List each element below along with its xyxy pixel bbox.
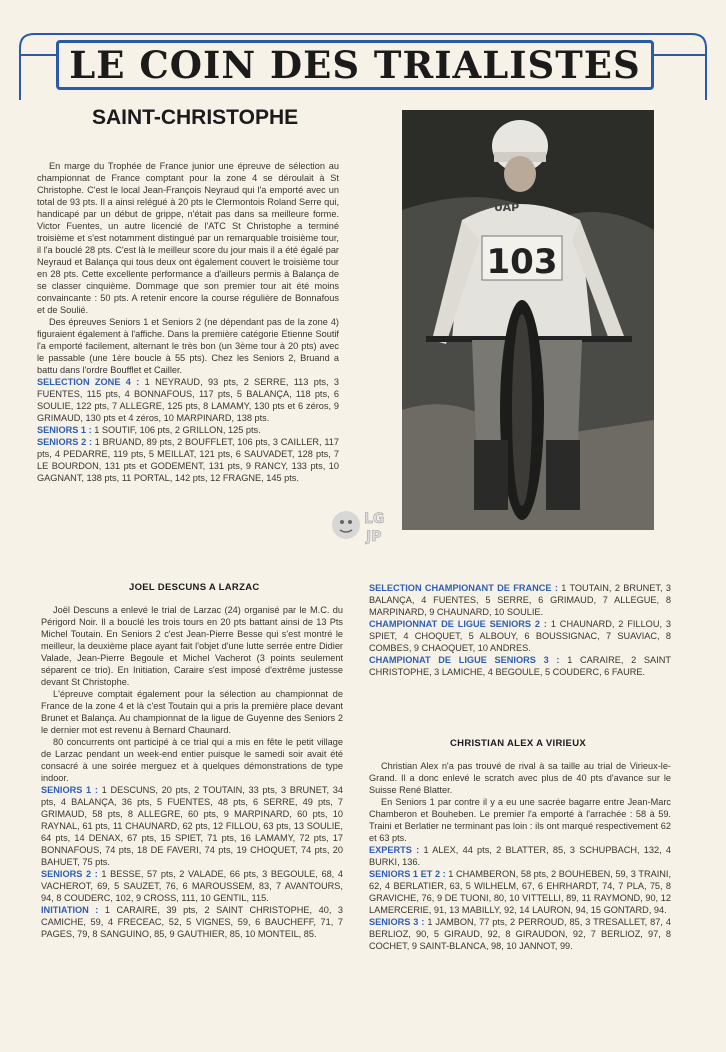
paragraph: L'épreuve comptait également pour la sélection au championnat de France de la zone 4 et là c'est Toutain qui a pris la première place devant Brunet et Balança. Au championnat de la ligue de Guyenne des Seniors 2 le dernier mot est revenu à Bernard Chaunard. bbox=[41, 689, 343, 735]
results-label: SENIORS 2 : bbox=[37, 437, 92, 447]
sponsor-logo: UAP bbox=[494, 201, 520, 214]
paragraph: Joël Descuns a enlevé le trial de Larzac (24) organisé par le M.C. du Périgord Noir. Il a bouclé les trois tours en 20 pts battant ainsi de 13 Pts Michel Toutain. En Seniors 2 c'est Jean-Pierre Besse qui s'est montré le meilleur, la deuxième place ayant fait l'objet d'une lutte serrée entre Didier Valade, Jean-Pierre Begoule et Michel Vacherot (3 points seulement séparent ce trio). En Initiation, Caraire s'est imposé d'extrême justesse devant St Christophe. bbox=[41, 605, 343, 687]
article-larzac-left bbox=[41, 604, 343, 940]
paragraph: En marge du Trophée de France junior une épreuve de sélection au championnat de France comptant pour la zone 4 se déroulait à St Christophe. C'est le local Jean-François Neyraud qui l'a emporté avec un total de 93 pts. Il a ainsi relégué à 20 pts le Clermontois Roland Serre qui, handicapé par un début de grippe, n'était pas dans sa meilleure forme. Victor Fuentes, un autre licencié de l'ATC St Christophe a terminé troisième et s'est notamment distingué par un remarquable troisième tour, il l'a bouclé 28 pts. C'est là le meilleur score du jour mais il a été égalé par Neyraud et Balança qui tous deux ont également couvert le troisième tour en 28 pts. Cette excellente performance a d'ailleurs permis à Balança de se classer cinquième. Dommage que son premier tour ait été moins convaincante : 50 pts. A retenir encore la course régulière de Bonnafous et de Soulié. bbox=[37, 161, 339, 315]
results-text: 1 BESSE, 57 pts, 2 VALADE, 66 pts, 3 BEGOULE, 68, 4 VACHEROT, 69, 5 SAUZET, 76, 6 MAROUSSEM, 83, 7 AVANTOURS, 94, 8 COUDERC, 102, 9 CROSS, 111, 10 GENTIL, 115. bbox=[41, 869, 343, 903]
results-text: 1 BRUAND, 89 pts, 2 BOUFFLET, 106 pts, 3 CAILLER, 117 pts, 4 PEDARRE, 119 pts, 5 MEILLAT, 121 pts, 6 SAUVADET, 128 pts, 7 LE BOURDON, 131 pts et GODEMENT, 131 pts, 9 RANCY, 133 pts, 10 GAGNANT, 138 pts, 11 PORTAL, 142 pts, 12 FRAGNE, 145 pts. bbox=[37, 437, 339, 483]
results-block bbox=[37, 436, 339, 484]
results-text: 1 SOUTIF, 106 pts, 2 GRILLON, 125 pts. bbox=[91, 425, 261, 435]
results-block bbox=[369, 844, 671, 868]
results-label: SENIORS 3 : bbox=[369, 917, 425, 927]
results-text: 1 CHAUNARD, 2 FILLOU, 3 SPIET, 4 CHOQUET, 5 ALBOUY, 6 BOUSSIGNAC, 7 SUAVIAC, 8 COMBES, 9 CHAOQUET, 10 ANDRES. bbox=[369, 619, 671, 653]
results-label: CHAMPIONAT DE LIGUE SENIORS 3 : bbox=[369, 655, 560, 665]
results-block bbox=[369, 916, 671, 952]
paragraph: Des épreuves Seniors 1 et Seniors 2 (ne dépendant pas de la zone 4) figuraient également à l'affiche. Dans la première catégorie Etienne Soutif l'a emporté facilement, alternant le très bon (un 3ème tour à 20 pts) avec le passable (une 1ère boucle à 55 pts). Chez les Seniors 2, Bruand a battu dans l'ordre Boufflet et Cailler. bbox=[37, 317, 339, 375]
article-larzac-right bbox=[369, 582, 671, 678]
results-text: 1 CARAIRE, 39 pts, 2 SAINT CHRISTOPHE, 40, 3 CAMICHE, 59, 4 FRECEAC, 52, 5 VIGNES, 59, 6 BAUCHEFF, 71, 7 PAGES, 79, 8 SANGUINO, 85, 9 GAUTHIER, 85, 10 MONTEIL, 85. bbox=[41, 905, 343, 939]
article-saint-christophe bbox=[37, 160, 339, 484]
results-text: 1 CARAIRE, 2 SAINT CHRISTOPHE, 3 LAMICHE, 4 BEGOULE, 5 COUDERC, 6 FAURE. bbox=[369, 655, 671, 677]
results-label: INITIATION : bbox=[41, 905, 99, 915]
results-block bbox=[41, 904, 343, 940]
results-block bbox=[41, 868, 343, 904]
rider-photo bbox=[402, 110, 654, 530]
results-block bbox=[37, 424, 339, 436]
svg-text:JP: JP bbox=[366, 529, 382, 545]
results-text: 1 TOUTAIN, 2 BRUNET, 3 BALANÇA, 4 FUENTES, 5 SERRE, 6 GRIMAUD, 7 ALLEGUE, 8 MARPINARD, 9 CHAUNARD, 10 SOULIE. bbox=[369, 583, 671, 617]
results-block bbox=[369, 582, 671, 618]
results-label: CHAMPIONNAT DE LIGUE SENIORS 2 : bbox=[369, 619, 547, 629]
results-label: SELECTION CHAMPIONANT DE FRANCE : bbox=[369, 583, 558, 593]
watermark-logo bbox=[330, 503, 396, 547]
article-title-saint-christophe: SAINT-CHRISTOPHE bbox=[92, 106, 299, 129]
article-title-larzac: JOEL DESCUNS A LARZAC bbox=[129, 582, 260, 593]
results-text: 1 ALEX, 44 pts, 2 BLATTER, 85, 3 SCHUPBACH, 132, 4 BURKI, 136. bbox=[369, 845, 672, 867]
results-block bbox=[37, 376, 339, 424]
results-block bbox=[41, 784, 343, 868]
results-label: SENIORS 1 : bbox=[41, 785, 98, 795]
rider-illustration bbox=[402, 110, 654, 530]
results-label: SENIORS 2 : bbox=[41, 869, 98, 879]
results-text: 1 DESCUNS, 20 pts, 2 TOUTAIN, 33 pts, 3 BRUNET, 34 pts, 4 BALANÇA, 36 pts, 5 FUENTES, 48 pts, 6 SERRE, 49 pts, 7 GRIMAUD, 58 pts, 8 ALLEGRE, 60 pts, 9 MARPINARD, 60 pts, 10 RAYNAL, 61 pts, 11 CHAUNARD, 62 pts, 12 FILLOU, 63 pts, 13 SOULIE, 64 pts, 14 DENAX, 67 pts, 15 SPIET, 71 pts, 16 LAMAMY, 72 pts, 17 BONNAFOUS, 74 pts, 18 DE FAVERI, 74 pts, 19 CHOQUET, 74 pts, 20 BAHUET, 75 pts. bbox=[41, 785, 343, 867]
results-block bbox=[369, 618, 671, 654]
results-label: EXPERTS : bbox=[369, 845, 420, 855]
results-block bbox=[369, 868, 671, 916]
page-title-box bbox=[56, 40, 654, 90]
article-title-virieux: CHRISTIAN ALEX A VIRIEUX bbox=[450, 738, 586, 749]
results-label: SENIORS 1 : bbox=[37, 425, 92, 435]
results-label: SENIORS 1 ET 2 : bbox=[369, 869, 446, 879]
results-text: 1 CHAMBERON, 58 pts, 2 BOUHEBEN, 59, 3 TRAINI, 62, 4 BERLATIER, 63, 5 WILHELM, 67, 6 EHRHARDT, 74, 7 PLA, 75, 8 GRAVICHE, 76, 9 DE TUONI, 80, 10 VITTELLI, 89, 11 RAYMOND, 90, 12 LAMERCERIE, 91, 13 MABILLY, 92, 14 LAURON, 94, 15 GONTARD, 94. bbox=[369, 869, 671, 915]
article-virieux bbox=[369, 760, 671, 952]
bib-number: 103 bbox=[486, 242, 558, 282]
paragraph: En Seniors 1 par contre il y a eu une sacrée bagarre entre Jean-Marc Chamberon et Bouheben. Le premier l'a emporté à l'arrachée : 58 à 59. Traini et Berlatier ne terminant pas loin : ils ont marqué respectivement 62 et 63 pts. bbox=[369, 797, 671, 843]
results-label: SELECTION ZONE 4 : bbox=[37, 377, 140, 387]
paragraph: 80 concurrents ont participé à ce trial qui a mis en fête le petit village de Larzac pendant un week-end entier puisque le samedi soir avait été consacré à une soirée merguez et à quelques démonstrations de type indoor. bbox=[41, 737, 343, 783]
results-block bbox=[369, 654, 671, 678]
paragraph: Christian Alex n'a pas trouvé de rival à sa taille au trial de Virieux-le-Grand. Il a donc enlevé le scratch avec plus de 40 pts d'avance sur le Suisse René Blatter. bbox=[369, 761, 671, 795]
page-title: LE COIN DES TRIALISTES bbox=[69, 43, 641, 87]
results-text: 1 NEYRAUD, 93 pts, 2 SERRE, 113 pts, 3 FUENTES, 115 pts, 4 BONNAFOUS, 117 pts, 5 BALANÇA, 118 pts, 6 SOULIE, 122 pts, 7 ALLEGRE, 125 pts, 8 LAMAMY, 130 pts et 6 zéros, 9 GRIMAUD, 130 pts et 4 zéros, 10 MARPINARD, 138 pts. bbox=[37, 377, 339, 423]
results-text: 1 JAMBON, 77 pts, 2 PERROUD, 85, 3 TRESALLET, 87, 4 BERLIOZ, 90, 5 GIRAUD, 92, 8 GIRAUDON, 92, 7 BERLIOZ, 97, 8 COCHET, 9 SAINT-BLANCA, 98, 10 JANNOT, 99. bbox=[369, 917, 671, 951]
svg-text:LG: LG bbox=[364, 511, 385, 527]
